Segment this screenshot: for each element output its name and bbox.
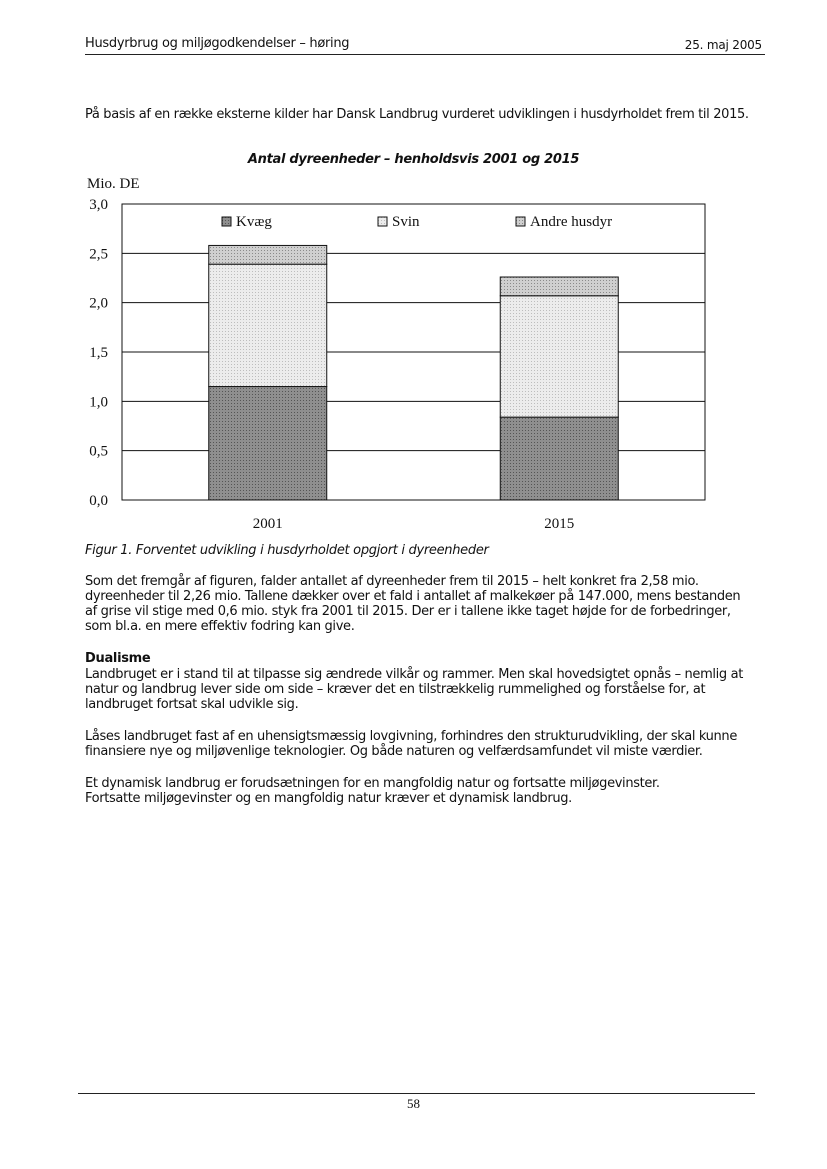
y-tick-label: 3,0 [89, 197, 108, 213]
paragraph-1-line: dyreenheder til 2,26 mio. Tallene dækker over et fald i antallet af malkekøer på 147.000, mens bestanden [85, 589, 741, 604]
y-tick-label: 0,5 [89, 443, 108, 460]
bar-svin-2015 [500, 296, 618, 417]
y-tick-label: 1,0 [89, 394, 108, 411]
bar-kvæg-2015 [500, 417, 618, 500]
intro-paragraph: På basis af en række eksterne kilder har Dansk Landbrug vurderet udviklingen i husdyrholdet frem til 2015. [85, 107, 749, 122]
paragraph-4-line: Et dynamisk landbrug er forudsætningen for en mangfoldig natur og fortsatte miljøgevinster. [85, 776, 660, 791]
paragraph-1-line: af grise vil stige med 0,6 mio. styk fra 2001 til 2015. Der er i tallene ikke taget højde for de forbedringer, [85, 604, 731, 619]
y-tick-label: 0,0 [89, 493, 108, 509]
legend-label: Kvæg [236, 214, 272, 230]
page-number: 58 [407, 1096, 420, 1111]
header-rule [85, 54, 765, 55]
paragraph-1-line: Som det fremgår af figuren, falder antallet af dyreenheder frem til 2015 – helt konkret fra 2,58 mio. [85, 574, 699, 589]
stacked-bar-chart [78, 190, 718, 535]
paragraph-2-line: landbruget fortsat skal udvikle sig. [85, 697, 299, 712]
legend-swatch [516, 217, 525, 226]
y-tick-label: 1,5 [89, 345, 108, 361]
figure-caption: Figur 1. Forventet udvikling i husdyrholdet opgjort i dyreenheder [85, 543, 489, 558]
legend-swatch [222, 217, 231, 226]
paragraph-3-line: finansiere nye og miljøvenlige teknologier. Og både naturen og velfærdsamfundet vil miste værdier. [85, 744, 703, 759]
paragraph-2-line: Landbruget er i stand til at tilpasse sig ændrede vilkår og rammer. Men skal hovedsigtet opnås – nemlig at [85, 667, 743, 682]
chart-legend [222, 214, 612, 230]
paragraph-3-line: Låses landbruget fast af en uhensigtsmæssig lovgivning, forhindres den strukturudvikling, der skal kunne [85, 729, 737, 744]
y-tick-label: 2,0 [89, 295, 108, 312]
chart-bars [209, 245, 619, 500]
bar-svin-2001 [209, 264, 327, 386]
paragraph-1-line: som bl.a. en mere effektiv fodring kan give. [85, 619, 355, 634]
chart-y-tick-labels [89, 197, 108, 509]
legend-label: Svin [392, 214, 420, 230]
bar-andre-husdyr-2001 [209, 245, 327, 264]
x-tick-label: 2001 [252, 516, 283, 532]
chart-x-tick-labels [253, 516, 575, 532]
chart-y-unit: Mio. DE [87, 176, 140, 192]
y-tick-label: 2,5 [89, 246, 108, 263]
paragraph-4-line: Fortsatte miljøgevinster og en mangfoldig natur kræver et dynamisk landbrug. [85, 791, 572, 806]
section-heading-dualisme: Dualisme [85, 651, 151, 666]
paragraph-2-line: natur og landbrug lever side om side – kræver det en tilstrækkelig rummelighed og forståelse for, at [85, 682, 706, 697]
x-tick-label: 2015 [544, 516, 575, 532]
bar-kvæg-2001 [209, 387, 327, 500]
legend-label: Andre husdyr [530, 214, 613, 230]
header-date: 25. maj 2005 [684, 38, 762, 52]
header-title: Husdyrbrug og miljøgodkendelser – høring [85, 36, 350, 51]
legend-swatch [378, 217, 387, 226]
chart-title: Antal dyreenheder – henholdsvis 2001 og 2015 [247, 152, 580, 167]
footer-rule [78, 1093, 755, 1094]
bar-andre-husdyr-2015 [500, 277, 618, 296]
